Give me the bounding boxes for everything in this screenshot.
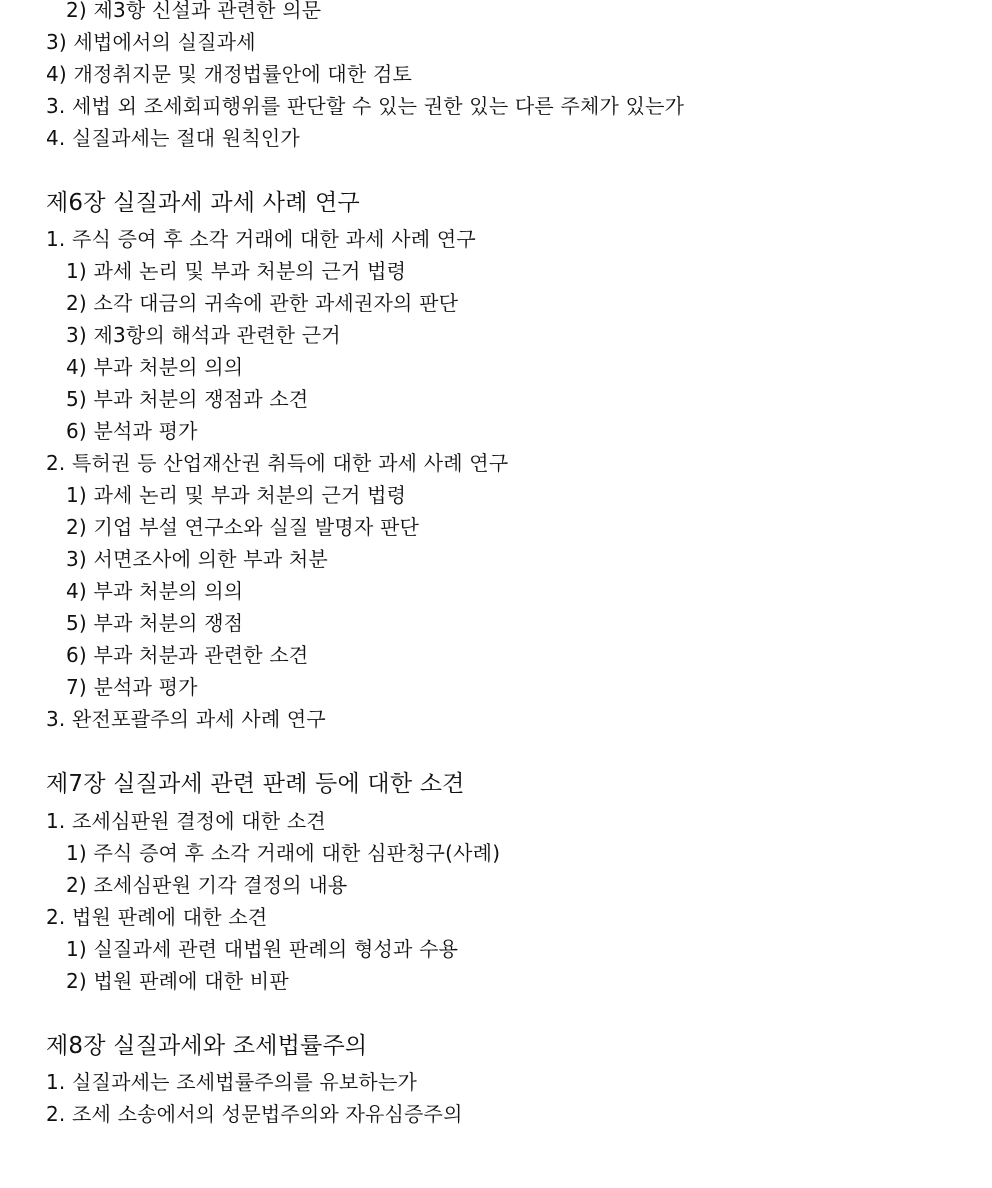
toc-section: 2. 특허권 등 산업재산권 취득에 대한 과세 사례 연구 [46, 451, 509, 475]
toc-subsection: 2) 법원 판례에 대한 비판 [66, 969, 289, 993]
toc-subsection: 2) 조세심판원 기각 결정의 내용 [66, 873, 348, 897]
chapter-7-title: 제7장 실질과세 관련 판례 등에 대한 소견 [46, 771, 465, 797]
toc-subsection: 1) 실질과세 관련 대법원 판례의 형성과 수용 [66, 937, 459, 961]
toc-section: 3. 완전포괄주의 과세 사례 연구 [46, 707, 326, 731]
toc-subsection: 6) 분석과 평가 [66, 419, 198, 443]
toc-subsection: 3) 서면조사에 의한 부과 처분 [66, 547, 328, 571]
toc-subsection: 2) 소각 대금의 귀속에 관한 과세권자의 판단 [66, 291, 459, 315]
toc-subsection: 4) 부과 처분의 의의 [66, 355, 244, 379]
toc-subsection: 6) 부과 처분과 관련한 소견 [66, 643, 309, 667]
toc-subsection: 5) 부과 처분의 쟁점 [66, 611, 244, 635]
toc-subsection: 2) 기업 부설 연구소와 실질 발명자 판단 [66, 515, 420, 539]
toc-subsection: 4) 부과 처분의 의의 [66, 579, 244, 603]
toc-subsection: 1) 주식 증여 후 소각 거래에 대한 심판청구(사례) [66, 841, 501, 865]
toc-section: 2. 법원 판례에 대한 소견 [46, 905, 268, 929]
toc-section: 2. 조세 소송에서의 성문법주의와 자유심증주의 [46, 1102, 463, 1126]
toc-item: 3) 세법에서의 실질과세 [46, 30, 256, 54]
toc-subsection: 7) 분석과 평가 [66, 675, 198, 699]
toc-subsection: 3) 제3항의 해석과 관련한 근거 [66, 323, 341, 347]
toc-section: 1. 조세심판원 결정에 대한 소견 [46, 809, 326, 833]
toc-subsection: 1) 과세 논리 및 부과 처분의 근거 법령 [66, 483, 407, 507]
chapter-6-title: 제6장 실질과세 과세 사례 연구 [46, 190, 360, 216]
toc-item: 2) 제3항 신설과 관련한 의문 [66, 0, 322, 22]
chapter-8-title: 제8장 실질과세와 조세법률주의 [46, 1033, 368, 1059]
toc-item: 3. 세법 외 조세회피행위를 판단할 수 있는 권한 있는 다른 주체가 있는가 [46, 94, 685, 118]
toc-section: 1. 주식 증여 후 소각 거래에 대한 과세 사례 연구 [46, 227, 476, 251]
toc-item: 4. 실질과세는 절대 원칙인가 [46, 126, 300, 150]
toc-section: 1. 실질과세는 조세법률주의를 유보하는가 [46, 1070, 417, 1094]
toc-subsection: 1) 과세 논리 및 부과 처분의 근거 법령 [66, 259, 407, 283]
toc-subsection: 5) 부과 처분의 쟁점과 소견 [66, 387, 309, 411]
toc-item: 4) 개정취지문 및 개정법률안에 대한 검토 [46, 62, 413, 86]
